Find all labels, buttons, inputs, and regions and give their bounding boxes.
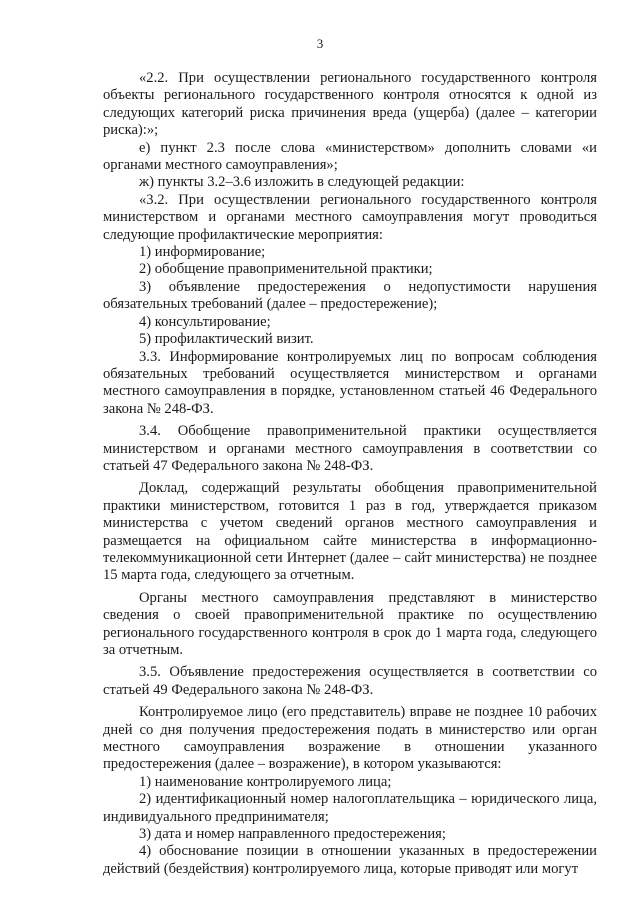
paragraph-local-authorities: Органы местного самоуправления представляют в министерство сведения о своей правоприменительной практике по осуществлению регионального государственного контроля в срок до 1 марта года, следующего за отчетным.: [103, 589, 597, 658]
paragraph-3-4: 3.4. Обобщение правоприменительной практики осуществляется министерством и органами местного самоуправления в соответствии со статьей 47 Федерального закона № 248-ФЗ.: [103, 423, 597, 474]
list-item: 3) дата и номер направленного предостережения;: [139, 826, 446, 843]
list-item: 4) консультирование;: [139, 313, 271, 330]
paragraph-objection: Контролируемое лицо (его представитель) вправе не позднее 10 рабочих дней со дня получения предостережения подать в министерство или орган местного самоуправления возражение в отношении указанного предостережения (далее – возражение), в котором указываются:: [103, 704, 597, 773]
list-item: 1) наименование контролируемого лица;: [139, 773, 392, 790]
list-item: 2) идентификационный номер налогоплательщика – юридического лица, индивидуального предпринимателя;: [103, 791, 597, 825]
list-item: 1) информирование;: [139, 244, 266, 261]
list-item: 3) объявление предостережения о недопустимости нарушения обязательных требований (далее – предостережение);: [103, 278, 597, 313]
list-item: 5) профилактический визит.: [139, 331, 314, 348]
paragraph-3-5: 3.5. Объявление предостережения осуществляется в соответствии со статьей 49 Федерального закона № 248-ФЗ.: [103, 664, 597, 698]
list-item: 2) обобщение правоприменительной практики;: [139, 261, 433, 278]
paragraph-2-2: «2.2. При осуществлении регионального государственного контроля объекты регионального государственного контроля относятся к одной из следующих категорий риска причинения вреда (ущерба) (далее – категории риска):»;: [103, 70, 597, 139]
page-number: 3: [316, 36, 324, 51]
paragraph-3-3: 3.3. Информирование контролируемых лиц по вопросам соблюдения обязательных требований осуществляется министерством и органами местного самоуправления в порядке, установленном статьей 46 Федерального закона № 248-ФЗ.: [103, 348, 597, 417]
paragraph-3-2: «3.2. При осуществлении регионального государственного контроля министерством и органами местного самоуправления могут проводиться следующие профилактические мероприятия:: [103, 191, 597, 243]
document-body: [103, 70, 597, 878]
paragraph-report: Доклад, содержащий результаты обобщения правоприменительной практики министерством, готовится 1 раз в год, утверждается приказом министерства с учетом сведений органов местного самоуправления и размещается на официальном сайте министерства в информационно-телекоммуникационной сети Интернет (далее – сайт министерства) не позднее 15 марта года, следующего за отчетным.: [103, 480, 597, 584]
paragraph-zh: ж) пункты 3.2–3.6 изложить в следующей редакции:: [139, 174, 465, 191]
list-item: 4) обоснование позиции в отношении указанных в предостережении действий (бездействия) контролируемого лица, которые приводят или могут: [103, 843, 597, 877]
paragraph-e: е) пункт 2.3 после слова «министерством» дополнить словами «и органами местного самоуправления»;: [103, 139, 597, 174]
